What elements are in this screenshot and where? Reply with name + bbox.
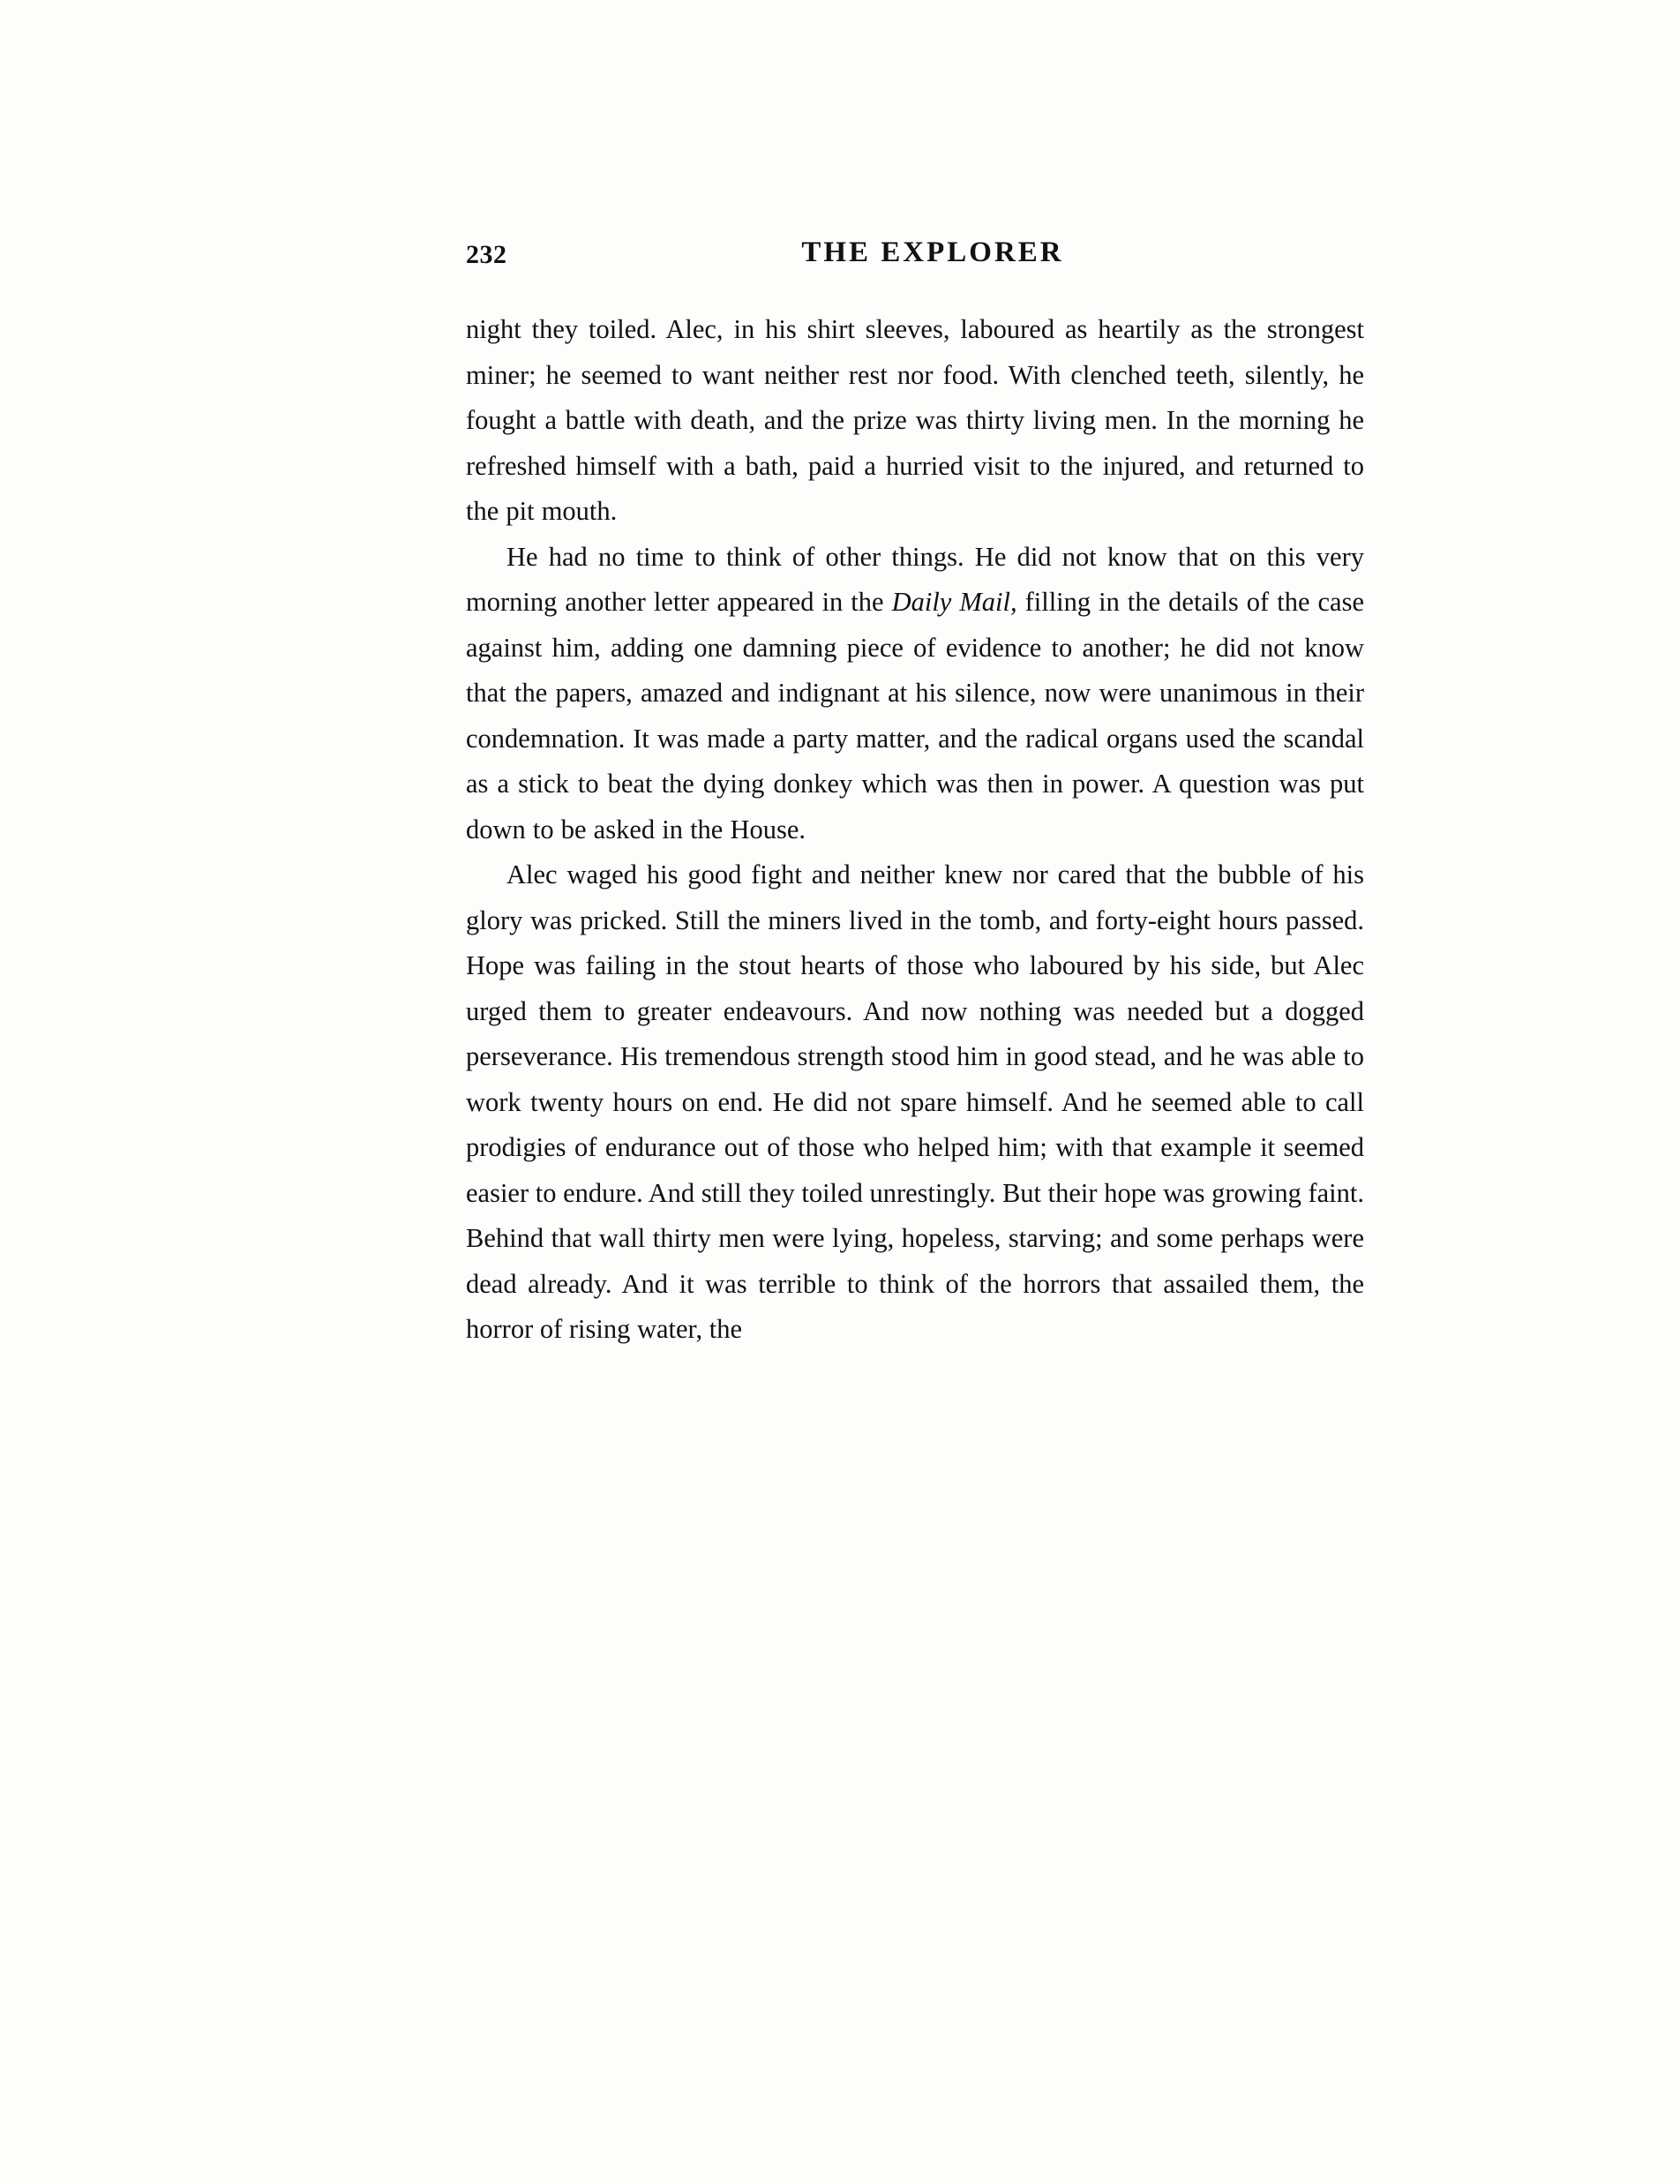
text-column <box>466 236 1364 1353</box>
body-text <box>466 307 1364 1353</box>
italic-newspaper-title: Daily Mail, <box>891 587 1017 617</box>
paragraph-3: Alec waged his good fight and neither knew nor cared that the bubble of his glory was pricked. Still the miners lived in the tomb, and forty-eight hours passed. Hope was failing in the stout hearts of those who laboured by his side, but Alec urged them to greater endeavours. And now nothing was needed but a dogged perseverance. His tremendous strength stood him in good stead, and he was able to work twenty hours on end. He did not spare himself. And he seemed able to call prodigies of endurance out of those who helped him; with that example it seemed easier to endure. And still they toiled unrestingly. But their hope was growing faint. Behind that wall thirty men were lying, hopeless, starving; and some perhaps were dead already. And it was terrible to think of the horrors that assailed them, the horror of rising water, the <box>466 859 1364 1344</box>
paragraph-2: He had no time to think of other things. He did not know that on this very morning another letter appeared in the Daily Mail, filling in the details of the case against him, adding one damning piece of evidence to another; he did not know that the papers, amazed and indignant at his silence, now were unanimous in their condemnation. It was made a party matter, and the radical organs used the scandal as a stick to beat the dying donkey which was then in power. A question was put down to be asked in the House. <box>466 541 1364 844</box>
running-head-title: THE EXPLORER <box>801 236 1064 268</box>
page-number: 232 <box>466 240 507 269</box>
page-header <box>466 236 1364 291</box>
paragraph-1: night they toiled. Alec, in his shirt sleeves, laboured as heartily as the strongest miner; he seemed to want neither rest nor food. With clenched teeth, silently, he fought a battle with death, and the prize was thirty living men. In the morning he refreshed himself with a bath, paid a hurried visit to the injured, and returned to the pit mouth. <box>466 314 1364 526</box>
